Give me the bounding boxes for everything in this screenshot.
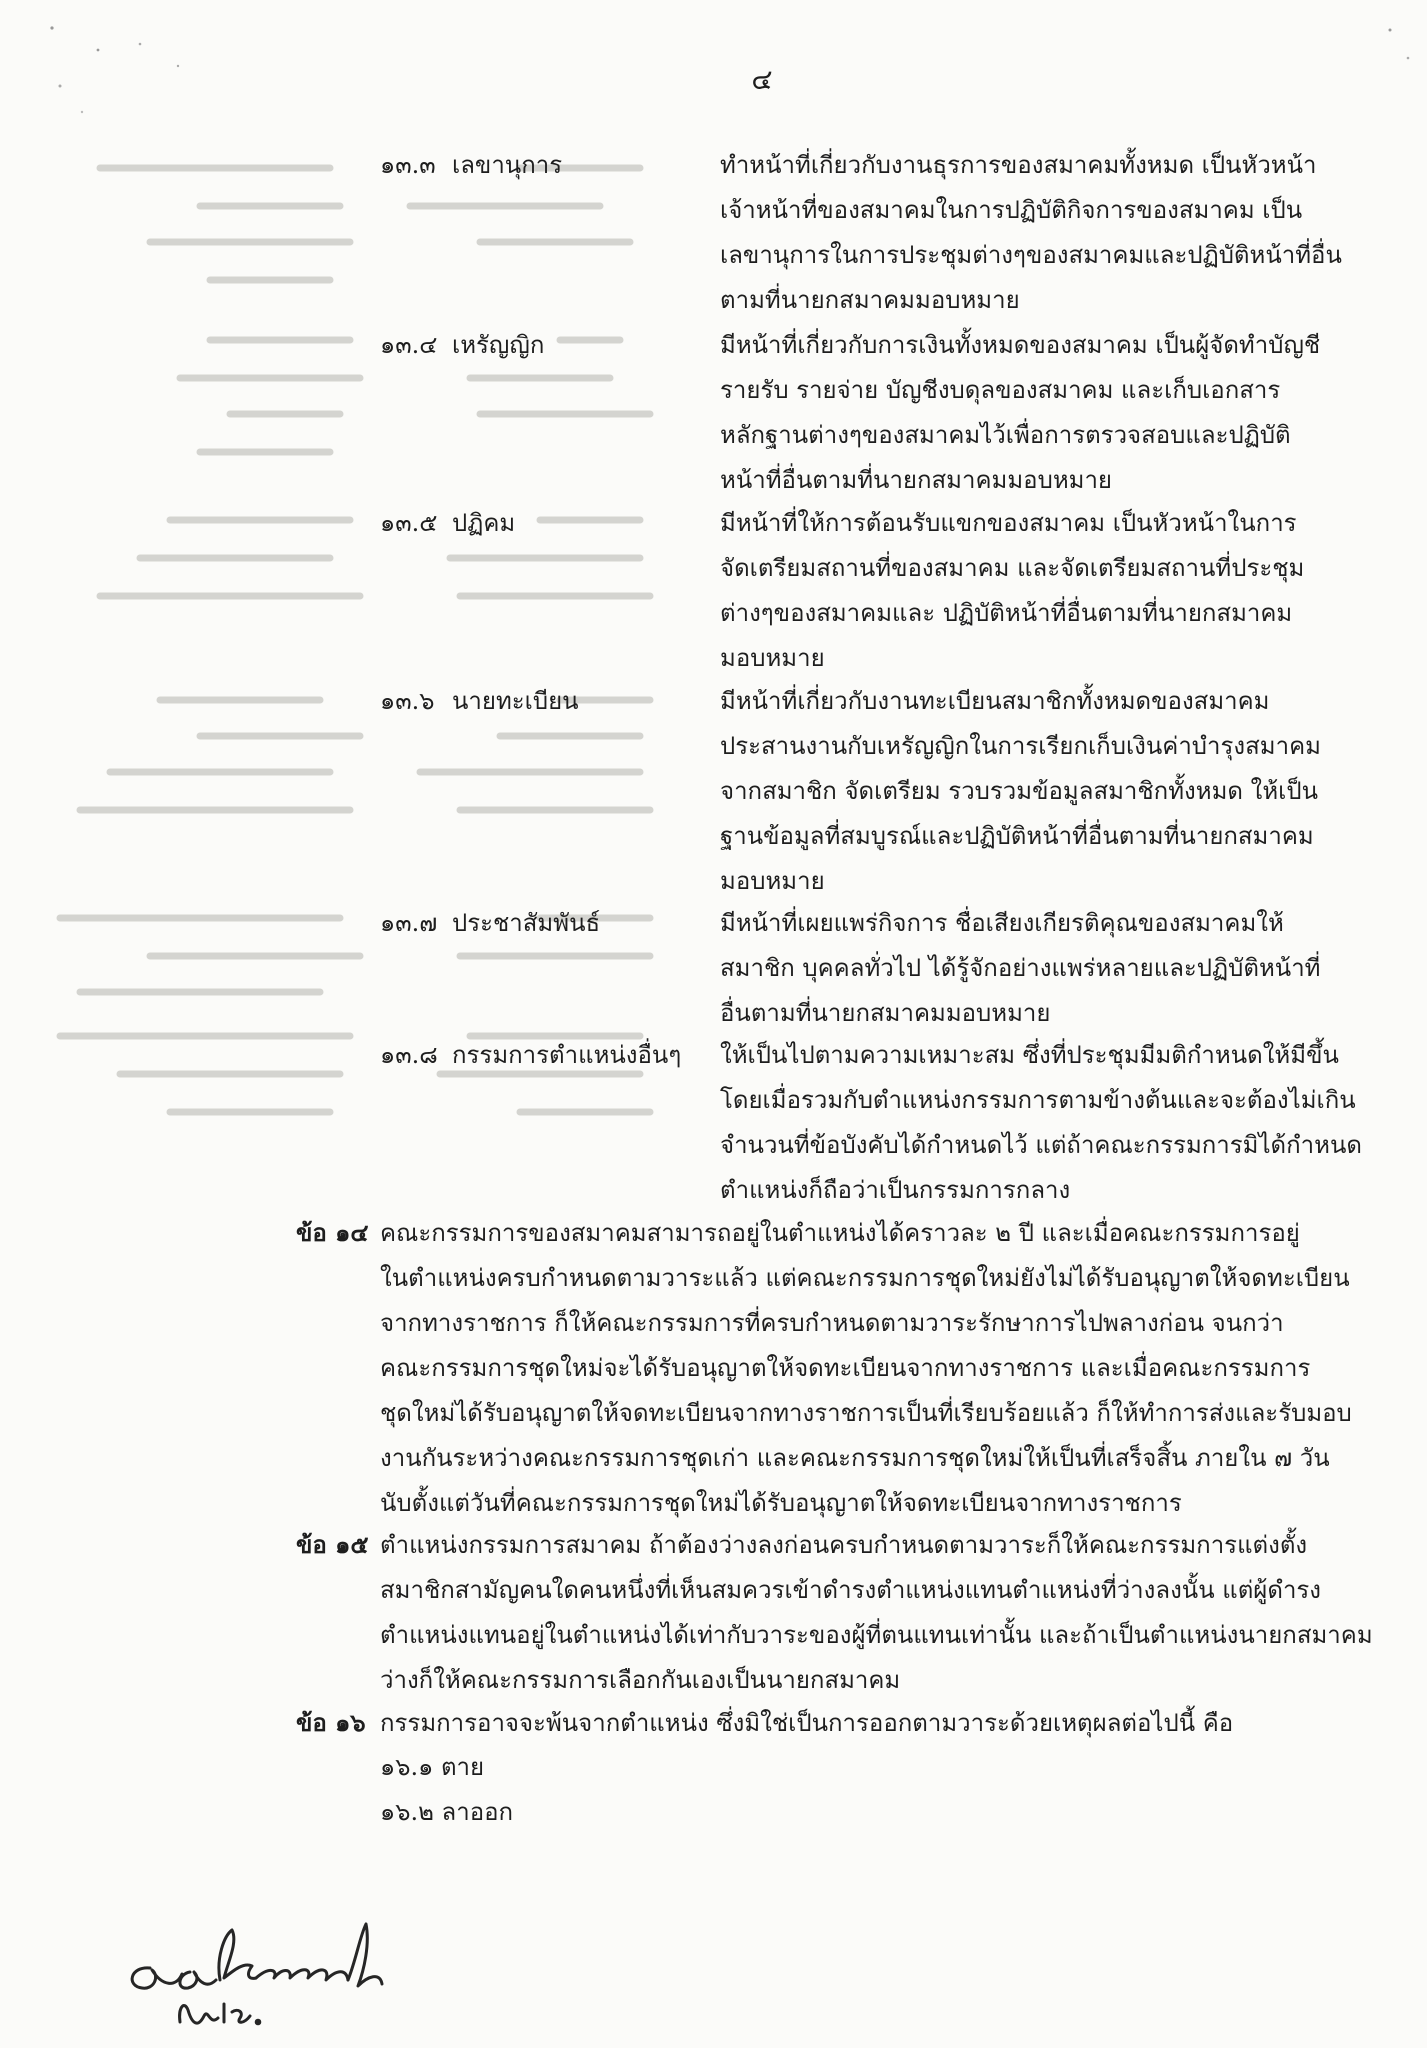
- description-line: ประสานงานกับเหรัญญิกในการเรียกเก็บเงินค่าบำรุงสมาคม: [720, 732, 1321, 760]
- role-number: ๑๓.๔: [380, 331, 438, 359]
- page-number: ๔: [751, 63, 773, 96]
- role-title: เหรัญญิก: [452, 331, 545, 359]
- clause-line: สมาชิกสามัญคนใดคนหนึ่งที่เห็นสมควรเข้าดำรงตำแหน่งแทนตำแหน่งที่ว่างลงนั้น แต่ผู้ดำรง: [380, 1576, 1322, 1604]
- description-line: หน้าที่อื่นตามที่นายกสมาคมมอบหมาย: [720, 466, 1112, 494]
- description-line: รายรับ รายจ่าย บัญชีงบดุลของสมาคม และเก็บเอกสาร: [720, 376, 1281, 404]
- description-line: มีหน้าที่เกี่ยวกับการเงินทั้งหมดของสมาคม เป็นผู้จัดทำบัญชี: [720, 331, 1321, 359]
- role-description: [720, 686, 1330, 911]
- description-line: มอบหมาย: [720, 644, 825, 672]
- clause-number: ข้อ ๑๔: [296, 1218, 369, 1247]
- description-line: มอบหมาย: [720, 867, 825, 895]
- description-line: จำนวนที่ข้อบังคับได้กำหนดไว้ แต่ถ้าคณะกรรมการมิได้กำหนด: [720, 1131, 1362, 1159]
- description-line: มีหน้าที่เผยแพร่กิจการ ชื่อเสียงเกียรติคุณของสมาคมให้: [720, 909, 1284, 937]
- description-line: โดยเมื่อรวมกับตำแหน่งกรรมการตามข้างต้นและจะต้องไม่เกิน: [720, 1086, 1356, 1114]
- description-line: ต่างๆของสมาคมและ ปฏิบัติหน้าที่อื่นตามที่นายกสมาคม: [720, 599, 1293, 627]
- clause-line: คณะกรรมการชุดใหม่จะได้รับอนุญาตให้จดทะเบียนจากทางราชการ และเมื่อคณะกรรมการ: [380, 1354, 1311, 1382]
- description-line: ตำแหน่งก็ถือว่าเป็นกรรมการกลาง: [720, 1176, 1071, 1204]
- clause-line: จากทางราชการ ก็ให้คณะกรรมการที่ครบกำหนดตามวาระรักษาการไปพลางก่อน จนกว่า: [380, 1309, 1284, 1337]
- role-description: [720, 508, 1330, 688]
- role-title: เลขานุการ: [452, 151, 563, 179]
- role-title: กรรมการตำแหน่งอื่นๆ: [452, 1041, 682, 1069]
- description-line: ให้เป็นไปตามความเหมาะสม ซึ่งที่ประชุมมีมติกำหนดให้มีขึ้น: [720, 1041, 1339, 1069]
- role-number: ๑๓.๘: [380, 1041, 438, 1069]
- role-number: ๑๓.๕: [380, 509, 438, 537]
- clause-line: คณะกรรมการของสมาคมสามารถอยู่ในตำแหน่งได้คราวละ ๒ ปี และเมื่อคณะกรรมการอยู่: [380, 1219, 1300, 1247]
- description-line: ทำหน้าที่เกี่ยวกับงานธุรการของสมาคมทั้งหมด เป็นหัวหน้า: [720, 151, 1317, 179]
- role-title: ปฏิคม: [452, 509, 516, 537]
- clause-body: [380, 1708, 1360, 1753]
- clause-number: ข้อ ๑๖: [296, 1708, 366, 1737]
- clause-line: ชุดใหม่ได้รับอนุญาตให้จดทะเบียนจากทางราชการเป็นที่เรียบร้อยแล้ว ก็ให้ทำการส่งและรับมอบ: [380, 1399, 1352, 1427]
- role-description: [720, 1040, 1362, 1220]
- clause-line: ในตำแหน่งครบกำหนดตามวาระแล้ว แต่คณะกรรมการชุดใหม่ยังไม่ได้รับอนุญาตให้จดทะเบียน: [380, 1264, 1350, 1292]
- description-line: เลขานุการในการประชุมต่างๆของสมาคมและปฏิบัติหน้าที่อื่น: [720, 241, 1342, 269]
- description-line: จัดเตรียมสถานที่ของสมาคม และจัดเตรียมสถานที่ประชุม: [720, 554, 1305, 582]
- clause-body: [380, 1530, 1373, 1710]
- clause-line: นับตั้งแต่วันที่คณะกรรมการชุดใหม่ได้รับอนุญาตให้จดทะเบียนจากทางราชการ: [380, 1489, 1182, 1517]
- role-title: นายทะเบียน: [452, 687, 579, 715]
- clause-body: [380, 1218, 1360, 1533]
- role-description: [720, 150, 1342, 330]
- clause-number: ข้อ ๑๕: [296, 1530, 369, 1559]
- description-line: สมาชิก บุคคลทั่วไป ได้รู้จักอย่างแพร่หลายและปฏิบัติหน้าที่: [720, 954, 1321, 982]
- description-line: มีหน้าที่ให้การต้อนรับแขกของสมาคม เป็นหัวหน้าในการ: [720, 509, 1297, 537]
- role-number: ๑๓.๖: [380, 687, 435, 715]
- description-line: หลักฐานต่างๆของสมาคมไว้เพื่อการตรวจสอบและปฏิบัติ: [720, 421, 1291, 449]
- clause-line: ตำแหน่งแทนอยู่ในตำแหน่งได้เท่ากับวาระของผู้ที่ตนแทนเท่านั้น และถ้าเป็นตำแหน่งนายกสมาคม: [380, 1621, 1373, 1649]
- clause-line: งานกันระหว่างคณะกรรมการชุดเก่า และคณะกรรมการชุดใหม่ให้เป็นที่เสร็จสิ้น ภายใน ๗ วัน: [380, 1444, 1330, 1472]
- role-description: [720, 908, 1330, 1043]
- description-line: จากสมาชิก จัดเตรียม รวบรวมข้อมูลสมาชิกทั้งหมด ให้เป็น: [720, 777, 1318, 805]
- clause-line: ตำแหน่งกรรมการสมาคม ถ้าต้องว่างลงก่อนครบกำหนดตามวาระก็ให้คณะกรรมการแต่งตั้ง: [380, 1531, 1308, 1559]
- clause-line: ว่างก็ให้คณะกรรมการเลือกกันเองเป็นนายกสมาคม: [380, 1666, 901, 1694]
- role-title: ประชาสัมพันธ์: [452, 909, 601, 937]
- handwritten-signature: [120, 1900, 480, 2040]
- bleed-through-text: [0, 130, 690, 1190]
- role-description: [720, 330, 1330, 510]
- clause-line: กรรมการอาจจะพ้นจากตำแหน่ง ซึ่งมิใช่เป็นการออกตามวาระด้วยเหตุผลต่อไปนี้ คือ: [380, 1709, 1234, 1737]
- description-line: อื่นตามที่นายกสมาคมมอบหมาย: [720, 999, 1051, 1027]
- description-line: เจ้าหน้าที่ของสมาคมในการปฏิบัติกิจการของสมาคม เป็น: [720, 196, 1303, 224]
- description-line: ตามที่นายกสมาคมมอบหมาย: [720, 286, 1020, 314]
- role-number: ๑๓.๗: [380, 909, 438, 937]
- sub-item-16-2: ๑๖.๒ ลาออก: [380, 1798, 514, 1826]
- description-line: ฐานข้อมูลที่สมบูรณ์และปฏิบัติหน้าที่อื่นตามที่นายกสมาคม: [720, 822, 1314, 850]
- sub-item-16-1: ๑๖.๑ ตาย: [380, 1753, 485, 1781]
- role-number: ๑๓.๓: [380, 151, 436, 179]
- description-line: มีหน้าที่เกี่ยวกับงานทะเบียนสมาชิกทั้งหมดของสมาคม: [720, 687, 1270, 715]
